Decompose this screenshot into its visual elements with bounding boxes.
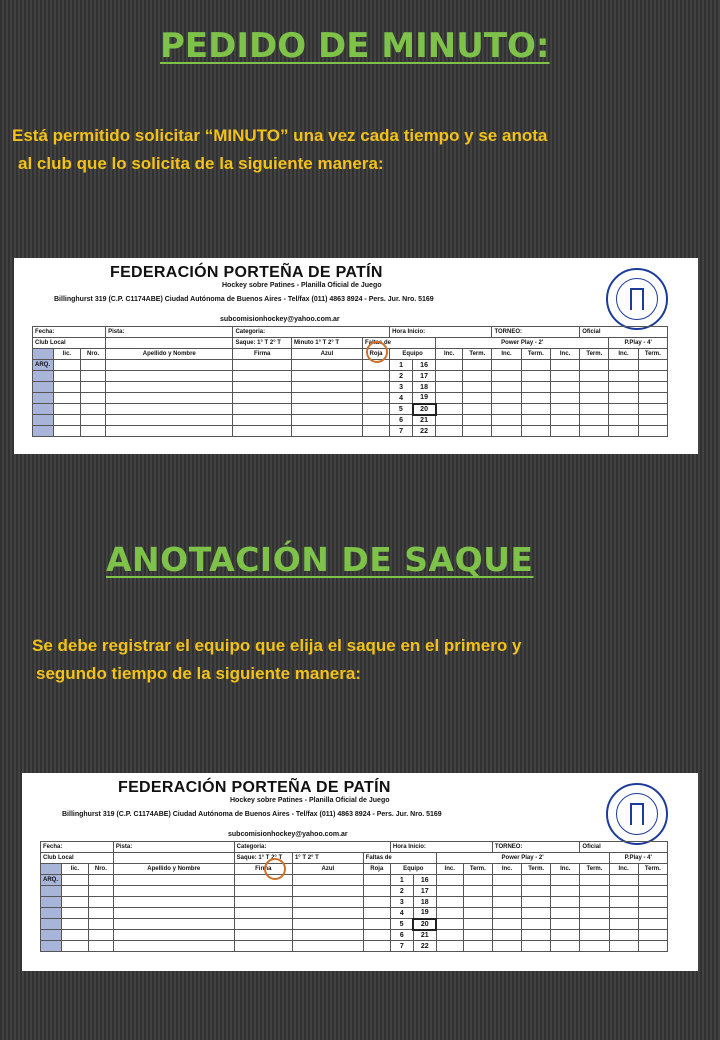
club-local-label: Club Local <box>41 853 114 864</box>
col-azul: Azul <box>291 349 362 360</box>
minuto-label <box>291 338 362 349</box>
foul-left: 3 <box>390 382 413 393</box>
foul-left: 4 <box>390 908 413 919</box>
col-inc: Inc. <box>550 349 579 360</box>
hora-inicio-label: Hora Inicio: <box>390 842 492 853</box>
power-play-label: Power Play - 2' <box>436 853 609 864</box>
section-title-colon: : <box>535 26 550 66</box>
section-title-text: PEDIDO DE MINUTO <box>160 26 536 66</box>
form-address: Billinghurst 319 (C.P. C1174ABE) Ciudad Autónoma de Buenos Aires - Tel/fax (011) 4863 8924 - Pers. Jur. Nro. 5169 <box>62 811 442 818</box>
col-term: Term. <box>638 864 667 875</box>
col-firma: Firma <box>233 349 291 360</box>
saque-text: Saque: <box>235 340 256 346</box>
pplay-label: P.Play - 4' <box>609 338 668 349</box>
col-nro: Nro. <box>88 864 113 875</box>
minuto-second-half: 2° T <box>307 855 319 861</box>
col-firma: Firma <box>234 864 292 875</box>
col-inc: Inc. <box>609 864 638 875</box>
foul-left: 4 <box>390 393 413 404</box>
saque-text: Saque: <box>236 855 257 861</box>
torneo-label: TORNEO: <box>492 842 580 853</box>
col-term: Term. <box>463 864 492 875</box>
col-inc: Inc. <box>609 349 638 360</box>
col-roja: Roja <box>362 349 389 360</box>
col-term: Term. <box>638 349 667 360</box>
minuto-highlight-circle <box>366 341 388 363</box>
club-local-label: Club Local <box>33 338 106 349</box>
saque-highlight-circle <box>264 858 286 880</box>
col-nombre: Apellido y Nombre <box>106 349 233 360</box>
foul-left: 1 <box>390 360 413 371</box>
pista-label: Pista: <box>113 842 234 853</box>
foul-right: 21 <box>413 415 436 426</box>
foul-right: 22 <box>413 941 436 952</box>
section-description-saque <box>32 632 521 688</box>
minuto-first-half: 1° T <box>315 340 327 346</box>
description-line-1: Se debe registrar el equipo que elija el saque en el primero y <box>32 636 522 655</box>
faltas-de-label: Faltas de <box>363 853 436 864</box>
federation-seal-icon <box>606 268 668 330</box>
foul-right: 20 <box>413 404 436 415</box>
categoria-label: Categoria: <box>233 327 390 338</box>
form-title: FEDERACIÓN PORTEÑA DE PATÍN <box>118 779 391 796</box>
form-grid <box>40 841 668 971</box>
pista-label: Pista: <box>106 327 233 338</box>
foul-right: 21 <box>413 930 436 941</box>
foul-left: 7 <box>390 941 413 952</box>
faltas-de-label: Faltas de <box>362 338 435 349</box>
col-inc: Inc. <box>436 349 463 360</box>
foul-left: 5 <box>390 919 413 930</box>
col-lic: lic. <box>53 349 80 360</box>
form-title: FEDERACIÓN PORTEÑA DE PATÍN <box>110 264 383 281</box>
section-title-pedido-minuto <box>160 26 550 66</box>
saque-first-half: 1° T <box>257 340 269 346</box>
saque-second-half: 2° T <box>269 340 281 346</box>
description-line-2: al club que lo solicita de la siguiente manera: <box>18 154 384 173</box>
foul-left: 6 <box>390 415 413 426</box>
arq-label: ARQ. <box>41 875 62 886</box>
form-email: subcomisionhockey@yahoo.com.ar <box>220 316 340 323</box>
foul-right: 22 <box>413 426 436 437</box>
col-inc: Inc. <box>551 864 580 875</box>
form-grid <box>32 326 668 454</box>
foul-right: 17 <box>413 886 436 897</box>
col-inc: Inc. <box>492 864 521 875</box>
arq-label: ARQ. <box>33 360 54 371</box>
col-term: Term. <box>522 864 551 875</box>
form-subtitle: Hockey sobre Patines - Planilla Oficial de Juego <box>222 282 382 289</box>
col-equipo: Equipo <box>390 864 436 875</box>
saque-second-half: 2° T <box>271 855 283 861</box>
foul-right: 19 <box>413 908 436 919</box>
col-term: Term. <box>521 349 550 360</box>
federation-seal-icon <box>606 783 668 845</box>
col-inc: Inc. <box>492 349 521 360</box>
description-line-1: Está permitido solicitar “MINUTO” una vez cada tiempo y se anota <box>12 126 548 145</box>
minuto-label <box>292 853 363 864</box>
oficial-label: Oficial <box>580 327 668 338</box>
fecha-label: Fecha: <box>33 327 106 338</box>
torneo-label: TORNEO: <box>492 327 580 338</box>
minuto-text: Minuto <box>293 340 314 346</box>
col-azul: Azul <box>292 864 363 875</box>
col-term: Term. <box>580 864 609 875</box>
oficial-label: Oficial <box>580 842 668 853</box>
foul-right: 18 <box>413 897 436 908</box>
minuto-first-half: 1° T <box>294 855 307 861</box>
foul-left: 2 <box>390 886 413 897</box>
power-play-label: Power Play - 2' <box>436 338 609 349</box>
col-nro: Nro. <box>81 349 106 360</box>
description-line-2: segundo tiempo de la siguiente manera: <box>36 664 361 683</box>
categoria-label: Categoria: <box>234 842 390 853</box>
foul-right: 16 <box>413 875 436 886</box>
foul-right: 19 <box>413 393 436 404</box>
foul-left: 1 <box>390 875 413 886</box>
foul-right: 17 <box>413 371 436 382</box>
saque-label <box>233 338 291 349</box>
form-subtitle: Hockey sobre Patines - Planilla Oficial de Juego <box>230 797 390 804</box>
foul-left: 5 <box>390 404 413 415</box>
minuto-second-half: 2° T <box>328 340 340 346</box>
col-term: Term. <box>463 349 492 360</box>
fecha-label: Fecha: <box>41 842 114 853</box>
foul-left: 6 <box>390 930 413 941</box>
saque-first-half: 1° T <box>258 855 270 861</box>
foul-right: 16 <box>413 360 436 371</box>
col-inc: Inc. <box>436 864 463 875</box>
col-term: Term. <box>580 349 609 360</box>
foul-left: 7 <box>390 426 413 437</box>
foul-left: 3 <box>390 897 413 908</box>
pplay-label: P.Play - 4' <box>609 853 667 864</box>
col-lic: lic. <box>61 864 88 875</box>
col-nombre: Apellido y Nombre <box>113 864 234 875</box>
col-roja: Roja <box>363 864 390 875</box>
hora-inicio-label: Hora Inicio: <box>390 327 492 338</box>
foul-right: 18 <box>413 382 436 393</box>
section-title-anotacion-saque: ANOTACIÓN DE SAQUE <box>106 540 534 579</box>
section-description-minuto <box>12 122 547 178</box>
foul-right: 20 <box>413 919 436 930</box>
foul-left: 2 <box>390 371 413 382</box>
form-email: subcomisionhockey@yahoo.com.ar <box>228 831 348 838</box>
col-equipo: Equipo <box>390 349 436 360</box>
score-sheet-image-minuto <box>14 258 698 454</box>
form-address: Billinghurst 319 (C.P. C1174ABE) Ciudad Autónoma de Buenos Aires - Tel/fax (011) 4863 8924 - Pers. Jur. Nro. 5169 <box>54 296 434 303</box>
score-sheet-image-saque <box>22 773 698 971</box>
